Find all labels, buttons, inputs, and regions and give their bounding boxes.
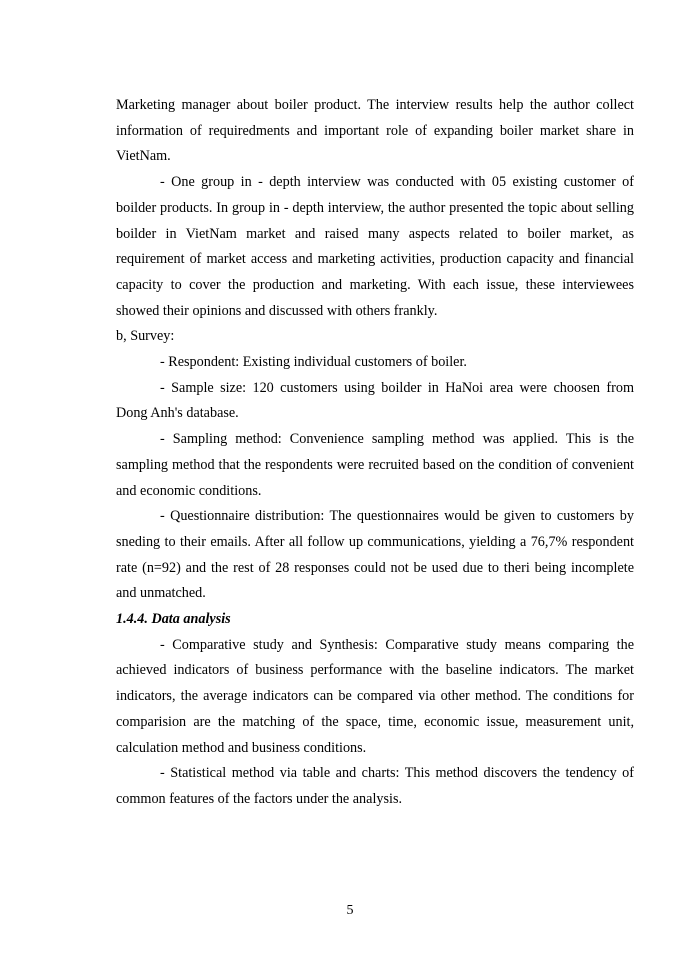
paragraph-group-interview: - One group in - depth interview was conducted with 05 existing customer of boilder products. In group in - depth interview, the author presented the topic about selling boilder in VietNam market and raised many aspects related to boiler market, as requirement of market access and marketing activities, production capacity and financial capacity to cover the production and marketing. With each issue, these interviewees showed their opinions and discussed with others frankly. — [116, 174, 634, 319]
paragraph-interview-results: Marketing manager about boiler product. The interview results help the author collect information of requiredments and important role of expanding boiler market share in VietNam. — [116, 97, 634, 165]
paragraph-sample-size: - Sample size: 120 customers using boilder in HaNoi area were choosen from Dong Anh's database. — [116, 379, 634, 422]
paragraph-comparative-study: - Comparative study and Synthesis: Comparative study means comparing the achieved indicators of business performance with the baseline indicators. The market indicators, the average indicators can be compared via other method. The conditions for comparision are the matching of the space, time, economic issue, measurement unit, calculation method and business conditions. — [116, 636, 634, 756]
paragraph-statistical-method: - Statistical method via table and charts: This method discovers the tendency of common features of the factors under the analysis. — [116, 765, 634, 807]
section-heading-data-analysis: 1.4.4. Data analysis — [116, 611, 231, 628]
document-body — [116, 93, 634, 813]
paragraph-respondent: - Respondent: Existing individual customers of boiler. — [160, 354, 467, 371]
paragraph-questionnaire-distribution: - Questionnaire distribution: The questionnaires would be given to customers by sneding to their emails. After all follow up communications, yielding a 76,7% respondent rate (n=92) and the rest of 28 responses could not be used due to theri being incomplete and unmatched. — [116, 508, 634, 602]
page-number: 5 — [346, 903, 354, 918]
survey-subheading: b, Survey: — [116, 328, 175, 345]
paragraph-sampling-method: - Sampling method: Convenience sampling method was applied. This is the sampling method that the respondents were recruited based on the condition of convenient and economic conditions. — [116, 431, 634, 499]
